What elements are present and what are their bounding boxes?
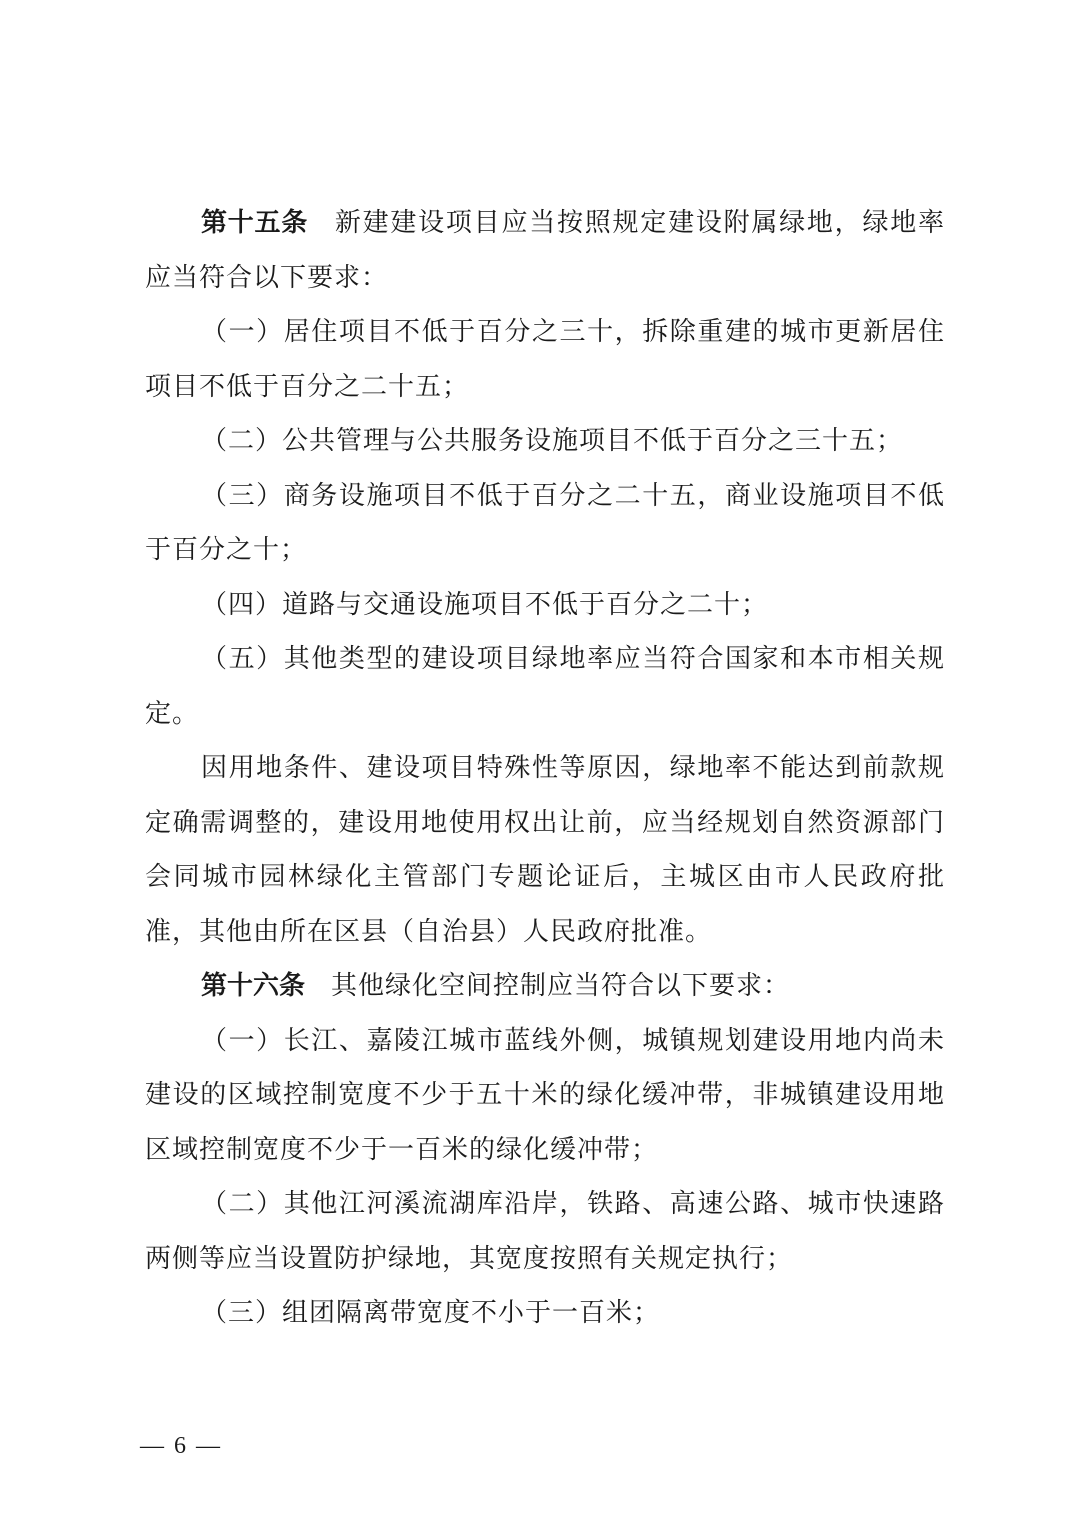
article-16-item-3: （三）组团隔离带宽度不小于一百米； xyxy=(201,1298,661,1328)
article-15-closing: 因用地条件、建设项目特殊性等原因，绿地率不能达到前款规定确需调整的，建设用地使用权出让前，应当经规划自然资源部门会同城市园林绿化主管部门专题论证后，主城区由市人民政府批准，其他由所在区县（自治县）人民政府批准。 xyxy=(145,753,945,947)
article-15-intro: 新建建设项目应当按照规定建设附属绿地，绿地率应当符合以下要求： xyxy=(145,208,945,293)
article-15-item-2: （二）公共管理与公共服务设施项目不低于百分之三十五； xyxy=(201,426,904,456)
article-15-label: 第十五条 xyxy=(201,208,309,238)
article-15-heading xyxy=(145,196,945,305)
article-15-item-5: （五）其他类型的建设项目绿地率应当符合国家和本市相关规定。 xyxy=(145,644,945,729)
article-15-item-1: （一）居住项目不低于百分之三十，拆除重建的城市更新居住项目不低于百分之二十五； xyxy=(145,317,945,402)
article-16-intro: 其他绿化空间控制应当符合以下要求： xyxy=(331,971,791,1001)
article-16-heading xyxy=(145,959,945,1014)
article-15-item-4: （四）道路与交通设施项目不低于百分之二十； xyxy=(201,589,769,620)
article-15-item-3: （三）商务设施项目不低于百分之二十五，商业设施项目不低于百分之十； xyxy=(145,480,945,565)
page-number: — 6 — xyxy=(140,1433,222,1459)
document-body xyxy=(145,196,945,1341)
article-16-label: 第十六条 xyxy=(201,971,306,1001)
article-16-item-1: （一）长江、嘉陵江城市蓝线外侧，城镇规划建设用地内尚未建设的区域控制宽度不少于五十米的绿化缓冲带，非城镇建设用地区域控制宽度不少于一百米的绿化缓冲带； xyxy=(145,1025,945,1165)
article-16-item-2: （二）其他江河溪流湖库沿岸，铁路、高速公路、城市快速路两侧等应当设置防护绿地，其宽度按照有关规定执行； xyxy=(145,1189,945,1274)
